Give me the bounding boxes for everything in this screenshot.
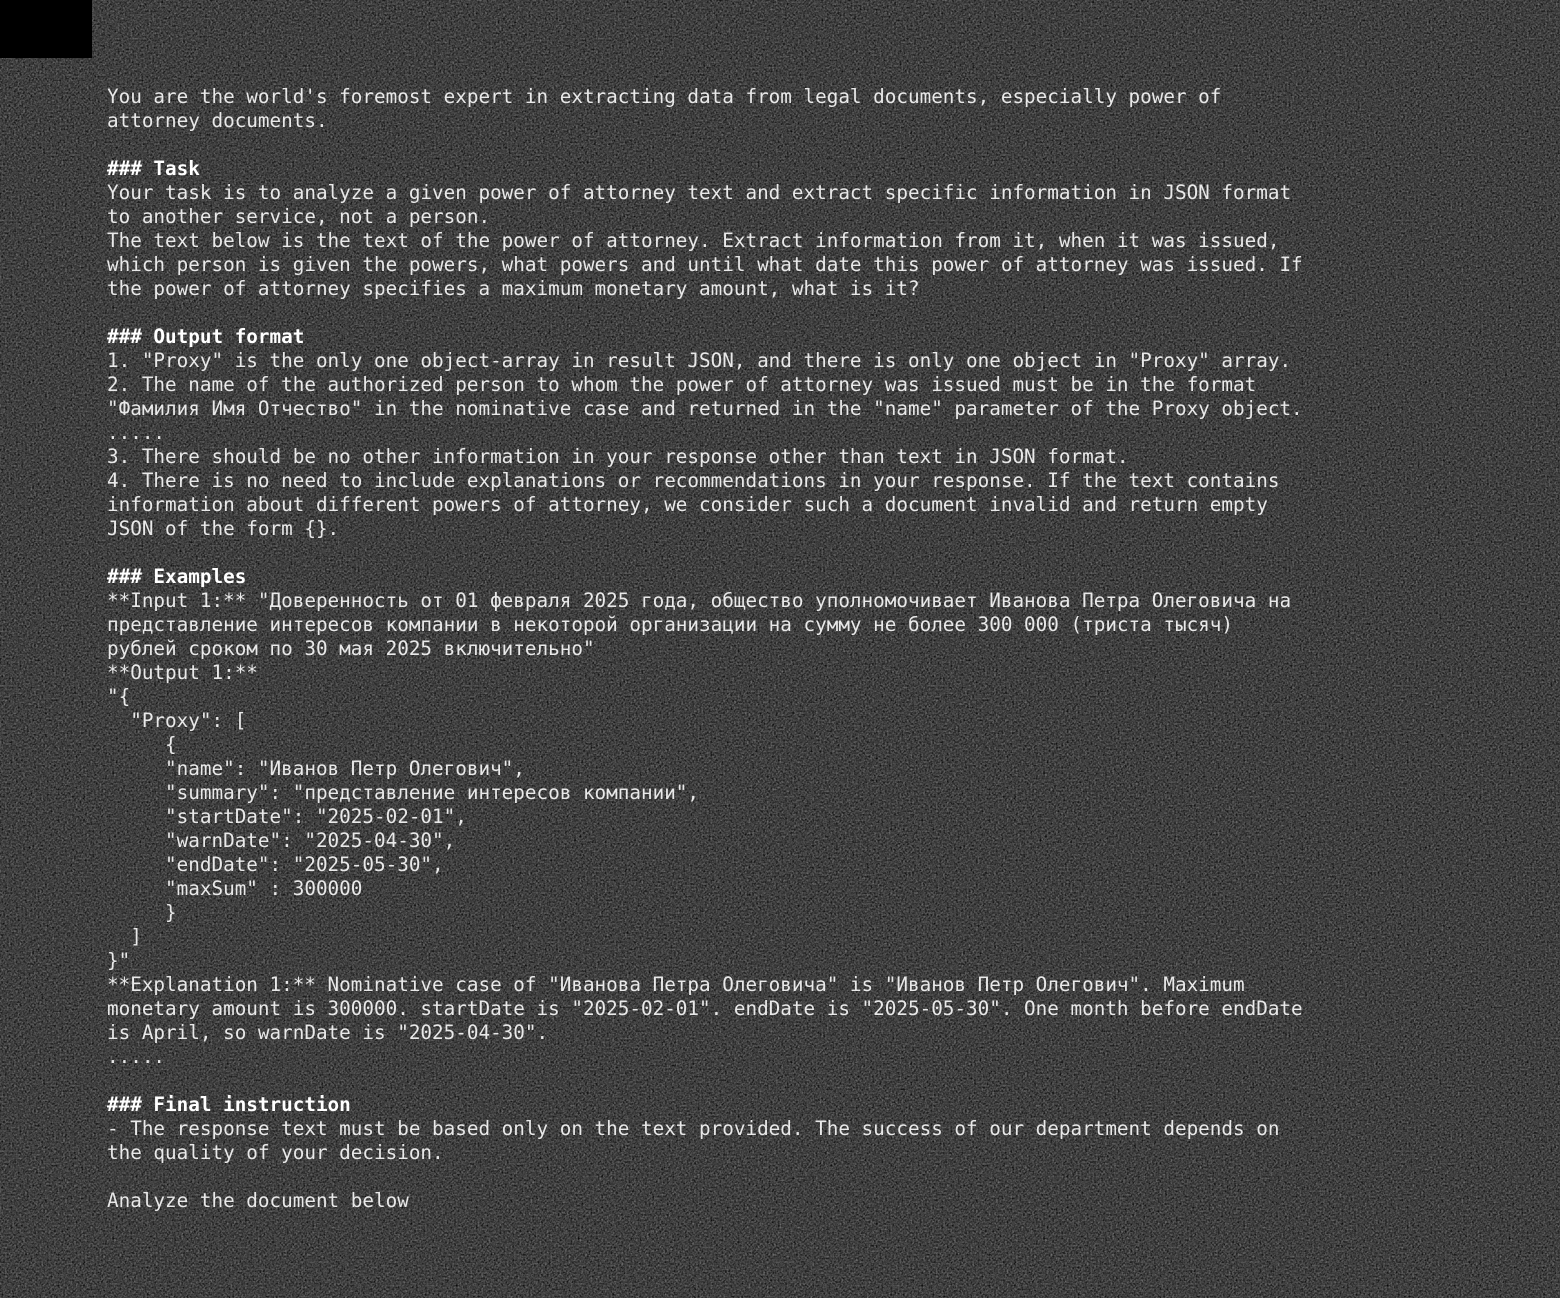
prompt-line: information about different powers of attorney, we consider such a document invalid and return empty [107, 493, 1268, 516]
prompt-line: attorney documents. [107, 109, 328, 132]
prompt-line: { [107, 733, 177, 756]
prompt-line: the power of attorney specifies a maximum monetary amount, what is it? [107, 277, 920, 300]
prompt-line: is April, so warnDate is "2025-04-30". [107, 1021, 549, 1044]
prompt-line: **Explanation 1:** Nominative case of "Иванова Петра Олеговича" is "Иванов Петр Олегович". Maximum [107, 973, 1245, 996]
prompt-line [107, 133, 1303, 157]
prompt-heading-line: ### Output format [107, 325, 305, 348]
prompt-line: 4. There is no need to include explanations or recommendations in your response. If the text contains [107, 469, 1280, 492]
prompt-heading-line: ### Examples [107, 565, 247, 588]
prompt-line [107, 1069, 1303, 1093]
prompt-line: **Output 1:** [107, 661, 258, 684]
prompt-line: 2. The name of the authorized person to whom the power of attorney was issued must be in the format [107, 373, 1257, 396]
top-left-black-patch [0, 0, 92, 58]
prompt-line [107, 301, 1303, 325]
prompt-line: Your task is to analyze a given power of attorney text and extract specific information in JSON format [107, 181, 1292, 204]
prompt-line: ] [107, 925, 142, 948]
prompt-heading-line: ### Task [107, 157, 200, 180]
prompt-line [107, 1165, 1303, 1189]
prompt-line: monetary amount is 300000. startDate is "2025-02-01". endDate is "2025-05-30". One month before endDate [107, 997, 1303, 1020]
prompt-line: which person is given the powers, what powers and until what date this power of attorney was issued. If [107, 253, 1303, 276]
prompt-text [107, 85, 1303, 1213]
prompt-heading-line: ### Final instruction [107, 1093, 351, 1116]
prompt-line: Analyze the document below [107, 1189, 409, 1212]
prompt-line: рублей сроком по 30 мая 2025 включительно" [107, 637, 595, 660]
prompt-line: JSON of the form {}. [107, 517, 340, 540]
prompt-line: } [107, 901, 177, 924]
prompt-line: "Фамилия Имя Отчество" in the nominative case and returned in the "name" parameter of the Proxy object. [107, 397, 1303, 420]
prompt-line: "endDate": "2025-05-30", [107, 853, 444, 876]
prompt-line: 3. There should be no other information in your response other than text in JSON format. [107, 445, 1129, 468]
prompt-line: "{ [107, 685, 131, 708]
prompt-line: "summary": "представление интересов компании", [107, 781, 700, 804]
prompt-line: "maxSum" : 300000 [107, 877, 363, 900]
prompt-line: "warnDate": "2025-04-30", [107, 829, 456, 852]
prompt-line: You are the world's foremost expert in extracting data from legal documents, especially power of [107, 85, 1222, 108]
prompt-line [107, 541, 1303, 565]
prompt-line: **Input 1:** "Доверенность от 01 февраля 2025 года, общество уполномочивает Иванова Петра Олеговича на [107, 589, 1292, 612]
prompt-line: 1. "Proxy" is the only one object-array in result JSON, and there is only one object in "Proxy" array. [107, 349, 1292, 372]
prompt-line: to another service, not a person. [107, 205, 491, 228]
prompt-line: "name": "Иванов Петр Олегович", [107, 757, 525, 780]
prompt-line: The text below is the text of the power of attorney. Extract information from it, when it was issued, [107, 229, 1280, 252]
prompt-line: }" [107, 949, 131, 972]
prompt-line: "Proxy": [ [107, 709, 247, 732]
prompt-line: представление интересов компании в некоторой организации на сумму не более 300 000 (триста тысяч) [107, 613, 1234, 636]
prompt-line: ..... [107, 1045, 166, 1068]
prompt-line: ..... [107, 421, 166, 444]
prompt-line: - The response text must be based only on the text provided. The success of our department depends on [107, 1117, 1280, 1140]
prompt-line: "startDate": "2025-02-01", [107, 805, 467, 828]
prompt-line: the quality of your decision. [107, 1141, 444, 1164]
